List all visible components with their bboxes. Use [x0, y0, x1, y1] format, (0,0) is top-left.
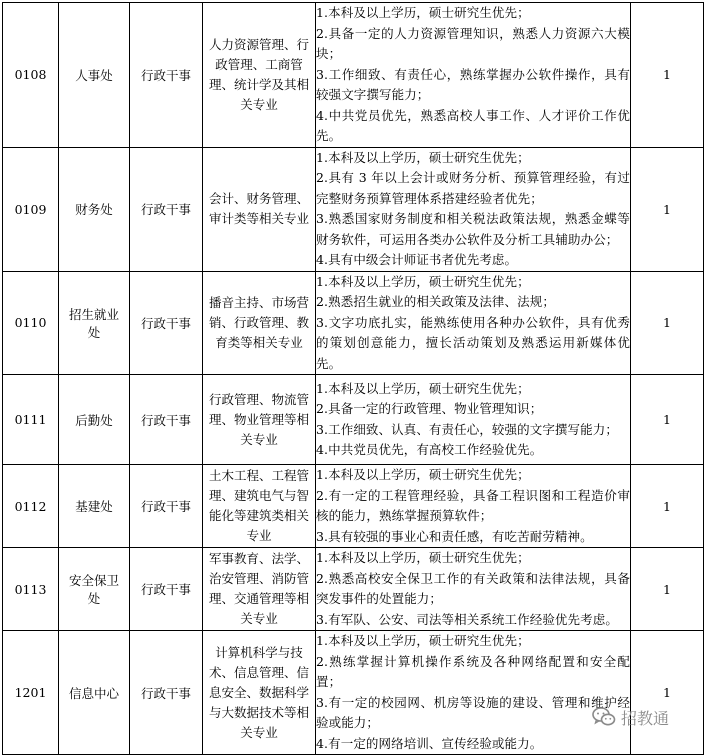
requirement-item: 3.熟悉国家财务制度和相关税法政策法规，熟悉金蝶等财务软件，可运用各类办公软件及分析工具辅助办公；: [316, 211, 630, 247]
headcount: 1: [631, 3, 704, 148]
table-row: [3, 548, 704, 631]
job-requirements: [316, 3, 631, 148]
table-row: [3, 271, 704, 375]
requirement-item: 3.工作细致、有责任心，熟练掌握办公软件操作，具有较强文字撰写能力；: [316, 66, 630, 102]
requirement-item: 4.具有中级会计师证书者优先考虑。: [316, 252, 518, 267]
position-code: 0110: [3, 271, 59, 375]
department: 招生就业处: [59, 271, 130, 375]
requirement-item: 2.具备一定的行政管理、物业管理知识；: [316, 401, 543, 416]
job-requirements-table: [2, 2, 704, 755]
job-title: 行政干事: [130, 631, 203, 755]
requirement-item: 1.本科及以上学历，硕士研究生优先；: [316, 633, 530, 648]
major-requirement: 行政管理、物流管理、物业管理等相关专业: [203, 375, 316, 465]
requirement-item: 4.中共党员优先，熟悉高校人事工作、人才评价工作优先。: [316, 107, 630, 143]
major-requirement: 计算机科学与技术、信息管理、信息安全、数据科学与大数据技术等相关专业: [203, 631, 316, 755]
job-title: 行政干事: [130, 375, 203, 465]
major-requirement: 人力资源管理、行政管理、工商管理、统计学及其相关专业: [203, 3, 316, 148]
major-requirement: 会计、财务管理、审计类等相关专业: [203, 147, 316, 271]
requirement-item: 1.本科及以上学历，硕士研究生优先；: [316, 550, 530, 565]
requirement-item: 2.熟悉高校安全保卫工作的有关政策和法律法规，具备突发事件的处置能力；: [316, 570, 630, 606]
job-title: 行政干事: [130, 271, 203, 375]
headcount: 1: [631, 631, 704, 755]
job-title: 行政干事: [130, 147, 203, 271]
position-code: 0108: [3, 3, 59, 148]
department: 基建处: [59, 465, 130, 548]
headcount: 1: [631, 375, 704, 465]
requirement-item: 3.有军队、公安、司法等相关系统工作经验优先考虑。: [316, 611, 618, 627]
table-row: [3, 3, 704, 148]
major-requirement: 军事教育、法学、治安管理、消防管理、交通管理等相关专业: [203, 548, 316, 631]
wechat-icon: [592, 706, 616, 728]
requirement-item: 2.具有 3 年以上会计或财务分析、预算管理经验，有过完整财务预算管理体系搭建经验者优先；: [316, 170, 630, 206]
department: 信息中心: [59, 631, 130, 755]
job-requirements: [316, 548, 631, 631]
requirement-item: 3.文字功底扎实，能熟练使用各种办公软件，具有优秀的策划创意能力，擅长活动策划及熟悉运用新媒体优先。: [316, 314, 630, 371]
job-requirements: [316, 271, 631, 375]
requirement-item: 2.具备一定的人力资源管理知识，熟悉人力资源六大模块；: [316, 25, 630, 61]
requirement-item: 3.工作细致、认真、有责任心，较强的文字撰写能力；: [316, 421, 618, 437]
table-row: [3, 147, 704, 271]
requirement-item: 1.本科及以上学历，硕士研究生优先；: [316, 5, 530, 20]
watermark: [592, 703, 704, 731]
requirement-item: 1.本科及以上学历，硕士研究生优先；: [316, 380, 530, 396]
requirement-item: 1.本科及以上学历，硕士研究生优先；: [316, 273, 530, 289]
job-requirements: [316, 375, 631, 465]
major-requirement: 播音主持、市场营销、行政管理、教育类等相关专业: [203, 271, 316, 375]
requirement-item: 2.熟练掌握计算机操作系统及各种网络配置和安全配置；: [316, 653, 630, 689]
department: 后勤处: [59, 375, 130, 465]
job-title: 行政干事: [130, 465, 203, 548]
department: 安全保卫处: [59, 548, 130, 631]
position-code: 0109: [3, 147, 59, 271]
department: 人事处: [59, 3, 130, 148]
job-requirements: [316, 147, 631, 271]
position-code: 1201: [3, 631, 59, 755]
job-title: 行政干事: [130, 3, 203, 148]
job-requirements: [316, 631, 631, 755]
requirement-item: 4.有一定的网络培训、宣传经验或能力。: [316, 735, 543, 751]
job-title: 行政干事: [130, 548, 203, 631]
headcount: 1: [631, 271, 704, 375]
requirement-item: 1.本科及以上学历，硕士研究生优先；: [316, 149, 530, 165]
headcount: 1: [631, 548, 704, 631]
department: 财务处: [59, 147, 130, 271]
table-row: [3, 465, 704, 548]
requirement-item: 1.本科及以上学历，硕士研究生优先；: [316, 467, 530, 482]
position-code: 0112: [3, 465, 59, 548]
requirement-item: 3.具有较强的事业心和责任感，有吃苦耐劳精神。: [316, 528, 593, 544]
watermark-text: 招教通: [621, 708, 670, 728]
job-requirements: [316, 465, 631, 548]
headcount: 1: [631, 147, 704, 271]
headcount: 1: [631, 465, 704, 548]
requirement-item: 2.熟悉招生就业的相关政策及法律、法规；: [316, 294, 555, 309]
position-code: 0111: [3, 375, 59, 465]
table-row: [3, 631, 704, 755]
table-row: [3, 375, 704, 465]
requirement-item: 3.有一定的校园网、机房等设施的建设、管理和维护经验或能力；: [316, 694, 630, 730]
position-code: 0113: [3, 548, 59, 631]
requirement-item: 2.有一定的工程管理经验，具备工程识图和工程造价审核的能力，熟练掌握预算软件；: [316, 487, 630, 523]
requirement-item: 4.中共党员优先，有高校工作经验优先。: [316, 442, 543, 457]
major-requirement: 土木工程、工程管理、建筑电气与智能化等建筑类相关专业: [203, 465, 316, 548]
